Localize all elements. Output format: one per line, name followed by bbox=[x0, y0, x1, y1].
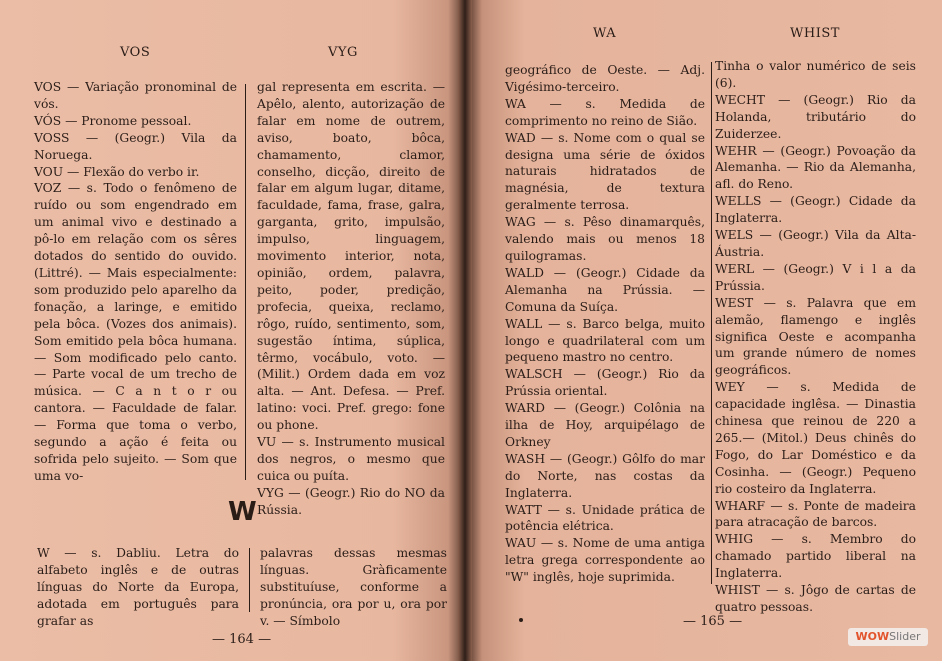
running-head-right-wa: WA bbox=[593, 26, 617, 41]
dictionary-entry: WEST — s. Palavra que em alemão, flamengo e inglês significa Oeste e acompanha um grande número de nomes geográficos. bbox=[715, 295, 916, 378]
dictionary-entry: VU — s. Instrumento musical dos negros, o mesmo que cuica ou puíta. bbox=[257, 435, 445, 483]
dictionary-entry: WHARF — s. Ponte de madeira para atracação de barcos. bbox=[715, 498, 916, 530]
page-number-165: — 165 — bbox=[683, 614, 743, 629]
right-page-column-1 bbox=[505, 62, 705, 586]
dictionary-entry: WAD — s. Nome com o qual se designa uma série de óxidos naturais hidratados de magnésia, de textura geralmente terrosa. bbox=[505, 130, 705, 213]
dictionary-entry: WEHR — (Geogr.) Povoação da Alemanha. — Rio da Alemanha, afl. do Reno. bbox=[715, 143, 916, 192]
column-divider bbox=[249, 548, 250, 612]
book-gutter bbox=[458, 0, 472, 661]
dictionary-entry: VOU — Flexão do verbo ir. bbox=[34, 164, 200, 179]
left-page-column-2 bbox=[257, 79, 445, 519]
column-divider bbox=[711, 62, 712, 584]
dictionary-entry: gal representa em escrita. — Apêlo, alento, autorização de falar em nome de outrem, aviso, boato, bôca, chamamento, clamor, conselho, dicção, direito de falar em algum lugar, ditame, faculdade, fama, frase, galra, garganta, grito, impulsão, impulso, linguagem, movimento interior, nota, opinião, ordem, palavra, peito, poder, predição, profecia, queixa, reclamo, rôgo, ruído, sentimento, som, sugestão íntima, súplica, têrmo, vocábulo, voto. — (Milit.) Ordem dada em voz alta. — Ant. Defesa. — Pref. latino: voci. Pref. grego: fone ou phone. bbox=[257, 80, 445, 433]
right-page-column-2 bbox=[715, 58, 916, 616]
dictionary-entry: WALSCH — (Geogr.) Rio da Prússia oriental. bbox=[505, 367, 705, 399]
w-entry-column-1: W — s. Dabliu. Letra do alfabeto inglês e de outras línguas do Norte da Europa, adotada em português para grafar as bbox=[37, 546, 239, 628]
section-letter-w: W bbox=[228, 497, 257, 527]
dictionary-entry: WECHT — (Geogr.) Rio da Holanda, tributário do Zuiderzee. bbox=[715, 92, 916, 141]
dictionary-entry: WAG — s. Pêso dinamarquês, valendo mais ou menos 18 quilogramas. bbox=[505, 215, 705, 263]
dictionary-entry: WATT — s. Unidade prática de potência elétrica. bbox=[505, 502, 705, 534]
dictionary-entry: WAU — s. Nome de uma antiga letra grega correspondente ao "W" inglês, hoje suprimida. bbox=[505, 536, 705, 585]
dictionary-entry: WALL — s. Barco belga, muito longo e quadrilateral com um pequeno mastro no centro. bbox=[505, 316, 705, 365]
left-page-column-1 bbox=[34, 79, 237, 485]
dictionary-entry: WELS — (Geogr.) Vila da Alta-Áustria. bbox=[715, 228, 916, 259]
running-head-left-vos: VOS bbox=[120, 45, 151, 60]
dictionary-entry: WASH — (Geogr.) Gôlfo do mar do Norte, nas costas da Inglaterra. bbox=[505, 451, 705, 500]
running-head-right-whist: WHIST bbox=[790, 26, 840, 41]
wowslider-watermark bbox=[848, 628, 928, 646]
page-number-164: — 164 — bbox=[212, 632, 272, 647]
watermark-text-wow: WOW bbox=[855, 630, 890, 643]
dictionary-entry: VÓS — Pronome pessoal. bbox=[34, 113, 192, 128]
dictionary-entry: VOSS — (Geogr.) Vila da Noruega. bbox=[34, 130, 237, 162]
w-entry-column-2: palavras dessas mesmas línguas. Gràficamente substituíuse, conforme a pronúncia, ora por u, ora por v. — Símbolo bbox=[260, 546, 447, 628]
ink-speck bbox=[519, 618, 523, 622]
dictionary-entry: WEY — s. Medida de capacidade inglêsa. — Dinastia chinesa que reinou de 220 a 265.— (Mitol.) Deus chinês do Fogo, do Lar Doméstico e da Cosinha. — (Geogr.) Pequeno rio costeiro da Inglaterra. bbox=[715, 380, 916, 496]
watermark-text-slider: Slider bbox=[889, 630, 921, 643]
dictionary-entry: WELLS — (Geogr.) Cidade da Inglaterra. bbox=[715, 194, 916, 226]
dictionary-entry: VYG — (Geogr.) Rio do NO da Rússia. bbox=[257, 485, 445, 517]
dictionary-entry: WARD — (Geogr.) Colônia na ilha de Hoy, arquipélago de Orkney bbox=[505, 401, 705, 449]
dictionary-entry: WA — s. Medida de comprimento no reino de Sião. bbox=[505, 96, 705, 128]
dictionary-entry: VOS — Variação pronominal de vós. bbox=[34, 80, 237, 111]
dictionary-entry: WHIST — s. Jôgo de cartas de quatro pessoas. bbox=[715, 583, 916, 614]
dictionary-entry: WALD — (Geogr.) Cidade da Alemanha na Prússia. — Comuna da Suíça. bbox=[505, 265, 705, 314]
dictionary-entry: WERL — (Geogr.) V i l a da Prússia. bbox=[715, 261, 916, 293]
dictionary-entry: VOZ — s. Todo o fenômeno de ruído ou som engendrado em um animal vivo e destinado a pô-lo em relação com os sêres dotados do sentido do ouvido. (Littré). — Mais especialmente: som produzido pelo aparelho da fonação, a laringe, e emitido pela bôca. (Vozes dos animais). Som emitido pela bôca humana. — Som modificado pelo canto. — Parte vocal de um trecho de música. — C a n t o r ou cantora. — Faculdade de falar. — Forma que toma o verbo, segundo a ação é feita ou sofrida pelo sujeito. — Som que uma vo- bbox=[34, 181, 237, 483]
dictionary-entry: WHIG — s. Membro do chamado partido liberal na Inglaterra. bbox=[715, 532, 916, 581]
dictionary-entry: geográfico de Oeste. — Adj. Vigésimo-terceiro. bbox=[505, 63, 705, 94]
running-head-left-vyg: VYG bbox=[328, 45, 358, 60]
column-divider bbox=[245, 84, 246, 480]
dictionary-entry: Tinha o valor numérico de seis (6). bbox=[715, 59, 916, 90]
